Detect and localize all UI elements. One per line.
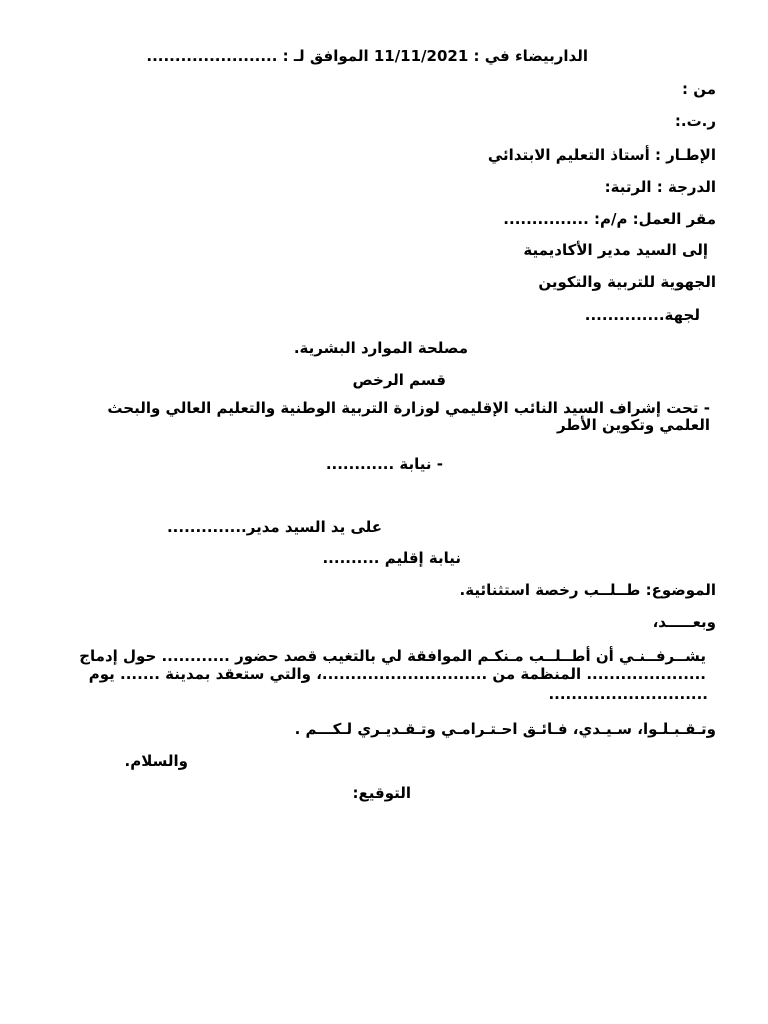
- signature-line: التوقيع:: [352, 784, 411, 802]
- body-line-1: يشــرفــنـي أن أطــلــب مـنكـم الموافقة لي بالتغيب قصد حضور ............ حول إدماج: [79, 647, 706, 665]
- body-line-3: ............................: [548, 685, 708, 703]
- subject-line: الموضوع: طــلــب رخصة استثنائية.: [459, 581, 716, 599]
- closing-line: وتـقـبـلـوا، سـيـدي، فـائـق احـتـرامـي وتـقـديـري لـكـــم .: [294, 720, 716, 738]
- via-province-line: نيابة إقليم ..........: [322, 549, 461, 567]
- recipient-line-1: إلى السيد مدير الأكاديمية: [523, 241, 708, 259]
- frame-field: الإطـار : أستاذ التعليم الابتدائي: [487, 146, 716, 164]
- via-director-line: على يد السيد مدير..............: [166, 518, 382, 536]
- delegation-line: - نيابة ............: [325, 455, 443, 473]
- salutation-line: والسلام.: [124, 752, 188, 770]
- service-line: مصلحة الموارد البشرية.: [293, 339, 468, 357]
- body-line-2: ..................... المنظمة من .............................، والتي ستعقد بمدينة ....... يوم: [88, 665, 706, 683]
- section-line: قسم الرخص: [352, 371, 446, 389]
- date-line: الداربيضاء في : 11/11/2021 الموافق لـ : .......................: [146, 47, 588, 65]
- recipient-line-3: لجهة..............: [584, 306, 700, 324]
- workplace-field: مقر العمل: م/م: ...............: [503, 210, 716, 228]
- registration-field: ر.ت.:: [674, 112, 716, 130]
- supervision-line: - تحت إشراف السيد النائب الإقليمي لوزارة التربية الوطنية والتعليم العالي والبحث العلمي وتكوين الأطر: [107, 399, 710, 434]
- from-field: من :: [681, 80, 716, 98]
- greeting-line: وبعـــــد،: [652, 613, 716, 631]
- grade-field: الدرجة : الرتبة:: [604, 178, 716, 196]
- recipient-line-2: الجهوية للتربية والتكوين: [538, 273, 716, 291]
